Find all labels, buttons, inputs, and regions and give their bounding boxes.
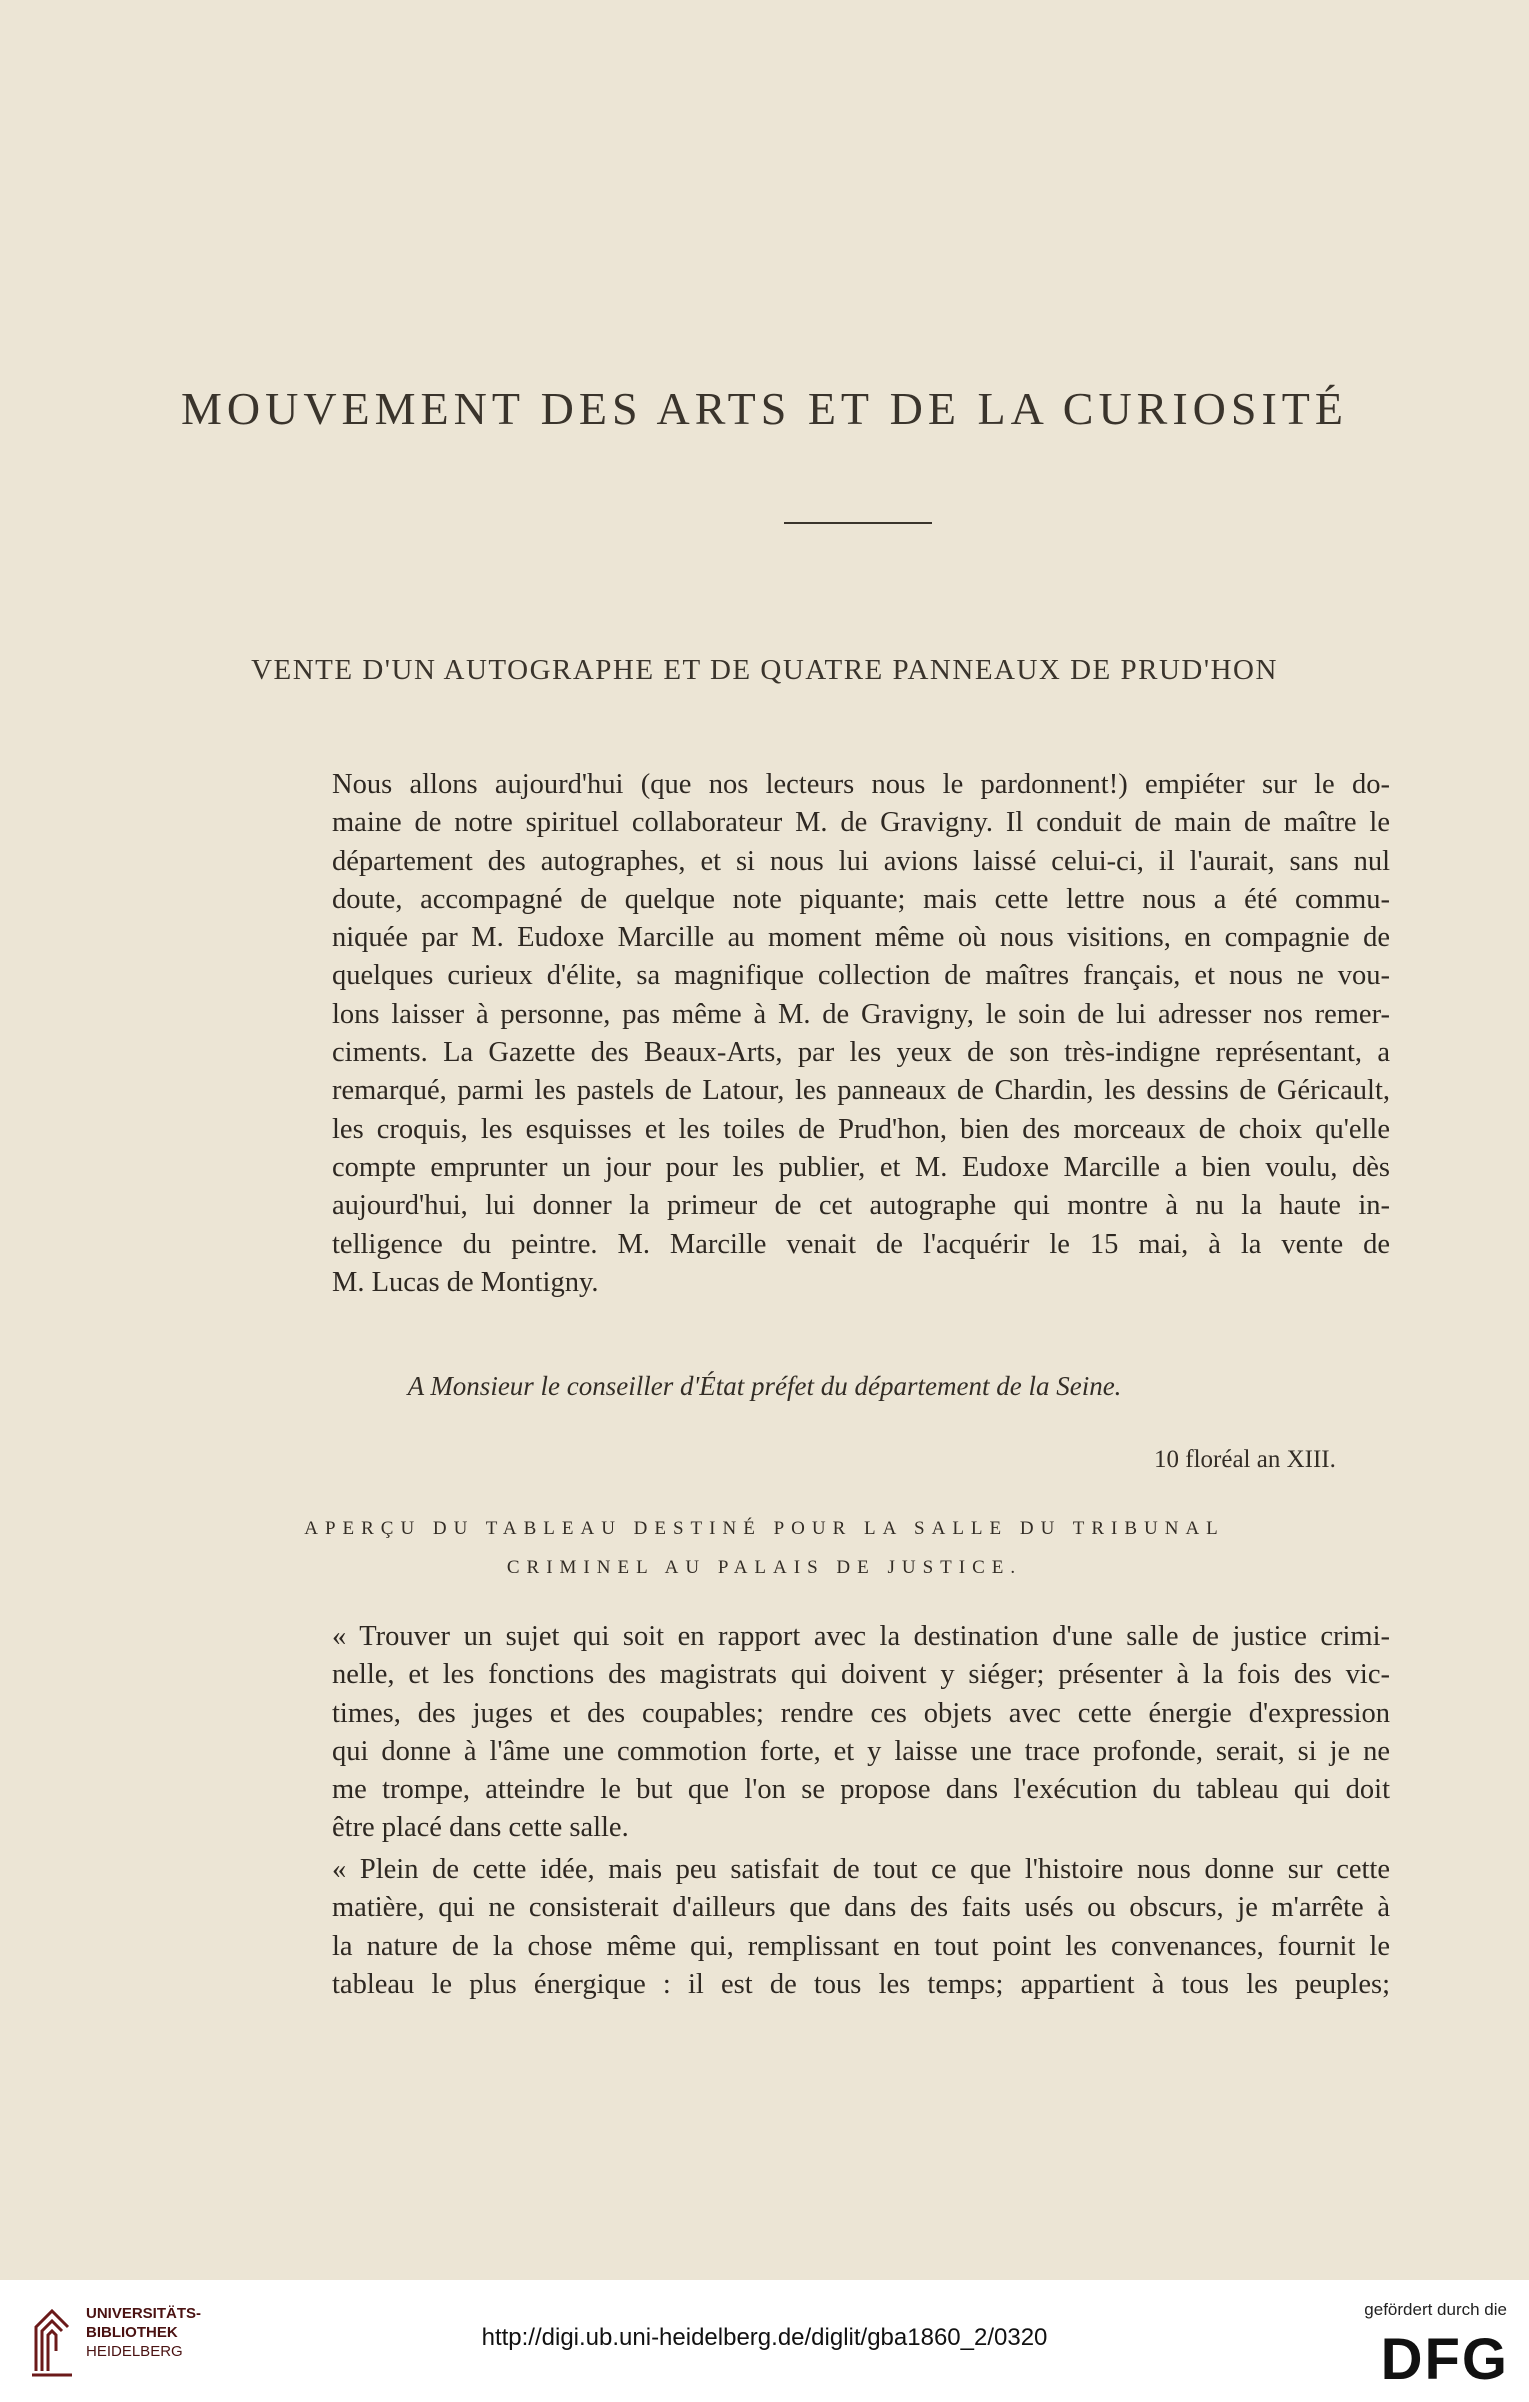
text-line: remarqué, parmi les pastels de Latour, les panneaux de Chardin, les dessins de Géricault, bbox=[332, 1075, 1390, 1107]
text-line: être placé dans cette salle. bbox=[332, 1812, 629, 1844]
text-line: compte emprunter un jour pour les publier, et M. Eudoxe Marcille a bien voulu, dès bbox=[332, 1151, 1390, 1183]
dfg-logo[interactable]: DFG bbox=[1380, 2327, 1509, 2392]
title-rule bbox=[784, 522, 932, 524]
text-line: qui donne à l'âme une commotion forte, et y laisse une trace profonde, serait, si je ne bbox=[332, 1735, 1390, 1767]
text-line: ciments. La Gazette des Beaux-Arts, par les yeux de son très-indigne représentant, a bbox=[332, 1037, 1390, 1069]
letter-paragraph-1 bbox=[332, 1618, 1390, 1848]
text-line: département des autographes, et si nous lui avions laissé celui-ci, il l'aurait, sans nul bbox=[332, 845, 1390, 877]
text-line: M. Lucas de Montigny. bbox=[332, 1266, 599, 1298]
text-line: les croquis, les esquisses et les toiles de Prud'hon, bien des morceaux de choix qu'elle bbox=[332, 1113, 1390, 1145]
text-line: la nature de la chose même qui, remplissant en tout point les convenances, fournit le bbox=[332, 1930, 1390, 1962]
text-line: quelques curieux d'élite, sa magnifique collection de maîtres français, et nous ne vou- bbox=[332, 960, 1390, 992]
text-line: « Trouver un sujet qui soit en rapport avec la destination d'une salle de justice crimi- bbox=[332, 1621, 1390, 1652]
text-line: lons laisser à personne, pas même à M. de Gravigny, le soin de lui adresser nos remer- bbox=[332, 998, 1390, 1030]
library-name-line: HEIDELBERG bbox=[86, 2343, 183, 2360]
page-title: MOUVEMENT DES ARTS ET DE LA CURIOSITÉ bbox=[180, 383, 1348, 434]
text-line: me trompe, atteindre le but que l'on se propose dans l'exécution du tableau qui doit bbox=[332, 1774, 1390, 1806]
text-line: times, des juges et des coupables; rendre ces objets avec cette énergie d'expression bbox=[332, 1697, 1390, 1729]
section-heading-line-2: CRIMINEL AU PALAIS DE JUSTICE. bbox=[506, 1557, 1023, 1578]
section-heading-line-1: APERÇU DU TABLEAU DESTINÉ POUR LA SALLE DU TRIBUNAL bbox=[304, 1518, 1225, 1539]
text-line: telligence du peintre. M. Marcille venait de l'acquérir le 15 mai, à la vente de bbox=[332, 1228, 1390, 1260]
text-line: nelle, et les fonctions des magistrats qui doivent y siéger; présenter à la fois des vic- bbox=[332, 1659, 1390, 1691]
library-name-line: BIBLIOTHEK bbox=[86, 2324, 178, 2341]
text-line: Nous allons aujourd'hui (que nos lecteurs nous le pardonnent!) empiéter sur le do- bbox=[332, 769, 1390, 800]
letter-date: 10 floréal an XIII. bbox=[1154, 1446, 1336, 1473]
text-line: maine de notre spirituel collaborateur M. de Gravigny. Il conduit de main de maître le bbox=[332, 807, 1390, 839]
text-line: tableau le plus énergique : il est de tous les temps; appartient à tous les peuples; bbox=[332, 1968, 1390, 2000]
letter-paragraph-2 bbox=[332, 1851, 1390, 2004]
text-line: aujourd'hui, lui donner la primeur de cet autographe qui montre à nu la haute in- bbox=[332, 1190, 1390, 1222]
text-line: « Plein de cette idée, mais peu satisfait de tout ce que l'histoire nous donne sur cette bbox=[332, 1854, 1390, 1885]
library-name-line: UNIVERSITÄTS- bbox=[86, 2305, 202, 2322]
intro-paragraph bbox=[332, 766, 1390, 1302]
permalink-url[interactable]: http://digi.ub.uni-heidelberg.de/diglit/gba1860_2/0320 bbox=[481, 2324, 1048, 2351]
funded-by-label: gefördert durch die bbox=[1364, 2300, 1507, 2319]
text-line: niquée par M. Eudoxe Marcille au moment même où nous visitions, en compagnie de bbox=[332, 922, 1390, 954]
text-line: matière, qui ne consisterait d'ailleurs que dans des faits usés ou obscurs, je m'arrête à bbox=[332, 1892, 1390, 1924]
letter-address: A Monsieur le conseiller d'État préfet du département de la Seine. bbox=[407, 1371, 1122, 1401]
article-subtitle: VENTE D'UN AUTOGRAPHE ET DE QUATRE PANNEAUX DE PRUD'HON bbox=[251, 654, 1278, 686]
text-line: doute, accompagné de quelque note piquante; mais cette lettre nous a été commu- bbox=[332, 883, 1390, 915]
